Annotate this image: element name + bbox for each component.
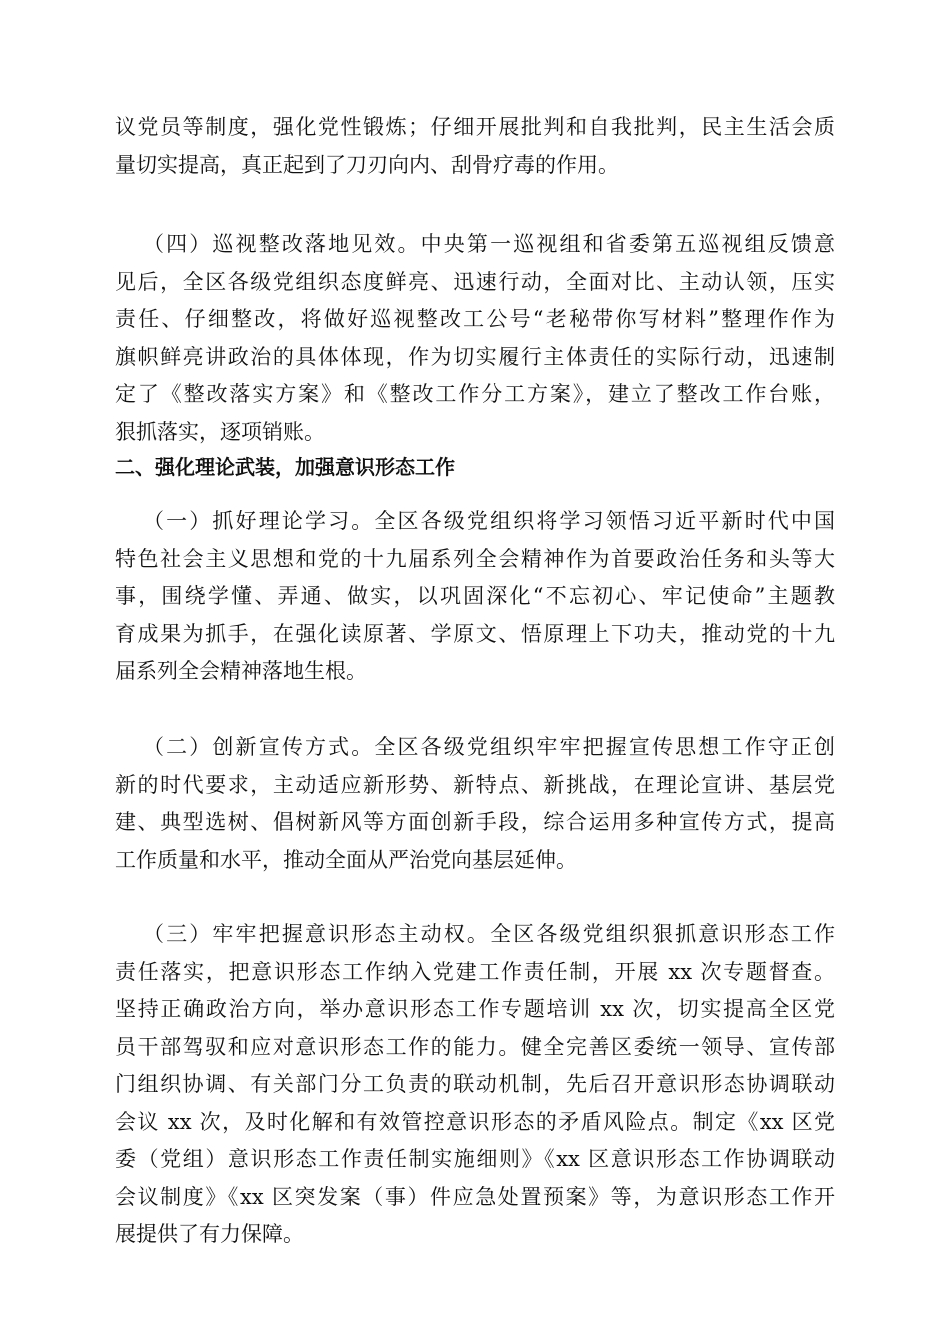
text-line: 会议 xx 次，及时化解和有效管控意识形态的矛盾风险点。制定《xx 区党 [115, 1109, 835, 1134]
paragraph-inspection-rectification [115, 226, 835, 451]
paragraph-theory-study [115, 503, 835, 691]
text-line: 门组织协调、有关部门分工负责的联动机制，先后召开意识形态协调联动 [115, 1072, 835, 1096]
text-line: 量切实提高，真正起到了刀刃向内、刮骨疗毒的作用。 [115, 152, 619, 177]
text-line: 责任、仔细整改，将做好巡视整改工公号“老秘带你写材料”整理作作为 [115, 307, 835, 331]
paragraph-ideology-initiative [115, 916, 835, 1254]
text-line: 定了《整改落实方案》和《整改工作分工方案》，建立了整改工作台账， [115, 382, 835, 406]
text-line: 届系列全会精神落地生根。 [115, 659, 367, 683]
text-line: （一）抓好理论学习。全区各级党组织将学习领悟习近平新时代中国 [143, 509, 835, 533]
text-line: （四）巡视整改落地见效。中央第一巡视组和省委第五巡视组反馈意 [143, 232, 835, 256]
text-line: 员干部驾驭和应对意识形态工作的能力。健全完善区委统一领导、宣传部 [115, 1034, 835, 1059]
text-line: 狠抓落实，逐项销账。 [115, 419, 325, 444]
text-line: （二）创新宣传方式。全区各级党组织牢牢把握宣传思想工作守正创 [143, 735, 835, 759]
text-line: 新的时代要求，主动适应新形势、新特点、新挑战，在理论宣讲、基层党 [115, 772, 835, 797]
text-line: 坚持正确政治方向，举办意识形态工作专题培训 xx 次，切实提高全区党 [115, 997, 835, 1021]
paragraph-publicity-innovation [115, 729, 835, 879]
text-line: 建、典型选树、倡树新风等方面创新手段，综合运用多种宣传方式，提高 [115, 810, 835, 834]
text-line: 工作质量和水平，推动全面从严治党向基层延伸。 [115, 847, 577, 872]
text-line: 责任落实，把意识形态工作纳入党建工作责任制，开展 xx 次专题督查。 [115, 959, 835, 984]
text-line: 见后，全区各级党组织态度鲜亮、迅速行动，全面对比、主动认领，压实 [115, 269, 835, 294]
text-line: 展提供了有力保障。 [115, 1222, 304, 1246]
text-line: 特色社会主义思想和党的十九届系列全会精神作为首要政治任务和头等大 [115, 546, 835, 571]
text-line: 旗帜鲜亮讲政治的具体体现，作为切实履行主体责任的实际行动，迅速制 [115, 344, 835, 369]
text-line: 会议制度》《xx 区突发案（事）件应急处置预案》等，为意识形态工作开 [115, 1184, 835, 1209]
text-line: 育成果为抓手，在强化读原著、学原文、悟原理上下功夫，推动党的十九 [115, 621, 835, 646]
text-line: 委（党组）意识形态工作责任制实施细则》《xx 区意识形态工作协调联动 [115, 1147, 835, 1171]
text-line: 议党员等制度，强化党性锻炼；仔细开展批判和自我批判，民主生活会质 [115, 115, 835, 139]
text-line: 事，围绕学懂、弄通、做实，以巩固深化“不忘初心、牢记使命”主题教 [115, 584, 835, 608]
section-heading: 二、强化理论武装，加强意识形态工作 [115, 455, 455, 479]
paragraph-continuation [115, 109, 835, 184]
text-line: （三）牢牢把握意识形态主动权。全区各级党组织狠抓意识形态工作 [143, 922, 835, 946]
